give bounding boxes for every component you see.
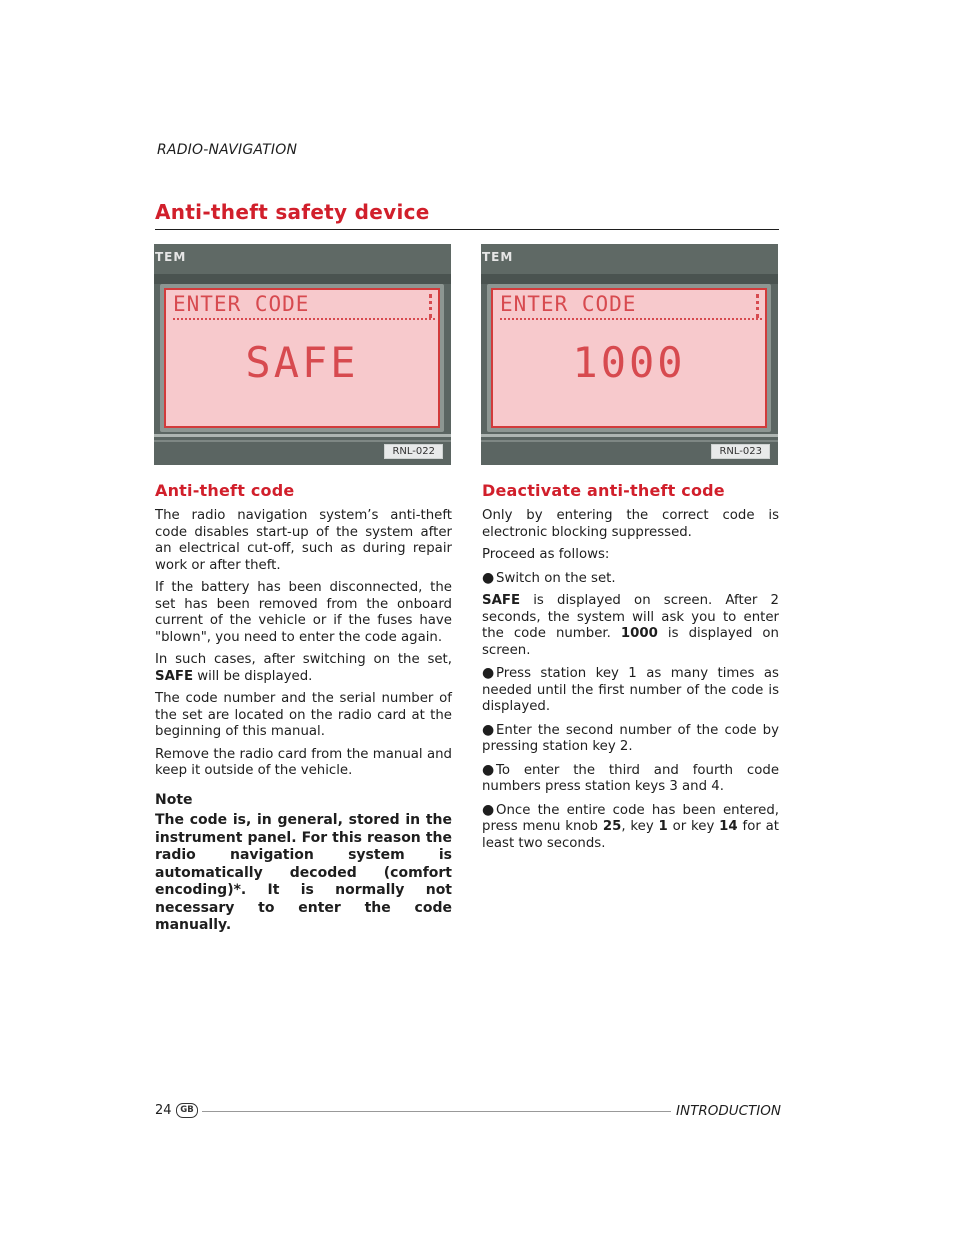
safe-term: SAFE xyxy=(155,668,194,684)
text-run: or key xyxy=(667,819,720,834)
bullet-icon: ● xyxy=(482,761,495,778)
bullet-text: Enter the second number of the code by pressing station key 2. xyxy=(482,722,779,754)
key-number: 14 xyxy=(719,819,738,834)
text-run: Once the entire code has been entered, press menu knob xyxy=(482,802,779,834)
figure-topbar-text: TEM xyxy=(155,250,187,264)
right-column xyxy=(482,481,779,858)
key-number: 1 xyxy=(658,819,668,834)
bullet-item xyxy=(482,802,779,853)
lcd-prompt: ENTER CODE xyxy=(173,292,310,316)
bullet-item xyxy=(482,762,779,796)
bullet-item xyxy=(482,722,779,756)
footer-section: INTRODUCTION xyxy=(676,1103,781,1119)
text-run: for at least two seconds. xyxy=(482,819,779,851)
lcd-underline xyxy=(173,318,435,320)
bullet-icon: ● xyxy=(482,665,495,681)
bullet-text: To enter the third and fourth code numbers press station keys 3 and 4. xyxy=(482,762,779,794)
text-run: In such cases, after switching on the set, xyxy=(155,652,452,667)
figure-label: RNL-022 xyxy=(384,444,443,459)
left-column xyxy=(155,481,452,941)
text-run: will be displayed. xyxy=(193,668,313,684)
figure-label: RNL-023 xyxy=(711,444,770,459)
bullet-item xyxy=(482,570,779,588)
figure-trim xyxy=(154,434,451,437)
lcd-main-text: 1000 xyxy=(572,338,686,387)
bullet-text: Press station key 1 as many times as needed until the first number of the code is displayed. xyxy=(482,666,779,714)
lcd-bracket xyxy=(426,294,432,318)
figure-trim xyxy=(154,440,451,442)
text-run: is displayed on screen. xyxy=(482,626,779,658)
key-number: 25 xyxy=(602,819,622,834)
page-title: Anti-theft safety device xyxy=(155,200,430,224)
bullet-icon: ● xyxy=(482,801,495,818)
lcd-main-text: SAFE xyxy=(245,338,359,387)
bullet-item xyxy=(482,665,779,716)
bullet-icon: ● xyxy=(482,569,495,586)
paragraph: Proceed as follows: xyxy=(482,547,610,562)
paragraph: The code number and the serial number of the set are located on the radio card at the beginning of this manual. xyxy=(155,691,452,739)
text-run: , key xyxy=(621,819,659,834)
figure-band xyxy=(154,274,451,284)
figure-topbar xyxy=(154,244,451,274)
paragraph: Remove the radio card from the manual and keep it outside of the vehicle. xyxy=(155,746,452,778)
figure-topbar-text: TEM xyxy=(482,250,514,264)
paragraph: If the battery has been disconnected, the set has been removed from the onboard current of the vehicle or if the fuses have "blown", you need to enter the code again. xyxy=(155,580,452,645)
gb-badge-icon: GB xyxy=(176,1103,198,1118)
note-heading: Note xyxy=(155,791,193,808)
figure-trim xyxy=(481,434,778,437)
lcd-underline xyxy=(500,318,762,320)
title-rule xyxy=(155,229,779,230)
display-bezel xyxy=(487,284,771,432)
section-heading: Anti-theft code xyxy=(155,481,295,500)
paragraph: Only by entering the correct code is electronic blocking suppressed. xyxy=(482,508,779,540)
paragraph: The radio navigation system’s anti-theft code disables start-up of the system after an electrical cut-off, such as during repair work or after theft. xyxy=(155,508,452,573)
lcd-screen xyxy=(164,288,440,428)
bullet-text: Switch on the set. xyxy=(496,570,616,586)
lcd-prompt: ENTER CODE xyxy=(500,292,637,316)
running-header: RADIO-NAVIGATION xyxy=(157,142,298,158)
paragraph xyxy=(155,652,452,685)
figure-safe-display xyxy=(154,244,451,465)
paragraph xyxy=(482,593,779,659)
figure-topbar xyxy=(481,244,778,274)
figure-band xyxy=(481,274,778,284)
safe-term: SAFE xyxy=(482,593,521,608)
lcd-bracket xyxy=(753,294,759,318)
lcd-screen xyxy=(491,288,767,428)
bullet-icon: ● xyxy=(482,721,495,738)
figure-trim xyxy=(481,440,778,442)
footer-rule xyxy=(202,1111,671,1112)
section-heading: Deactivate anti-theft code xyxy=(482,481,725,500)
figure-code-display xyxy=(481,244,778,465)
text-run: is displayed on screen. After 2 seconds, the system will ask you to enter the code number. xyxy=(482,593,779,641)
display-bezel xyxy=(160,284,444,432)
code-term: 1000 xyxy=(620,626,658,641)
page-number: 24 xyxy=(155,1103,172,1118)
note-text: The code is, in general, stored in the instrument panel. For this reason the radio navigation system is automatically decoded (comfort encoding)*. It is normally not necessary to enter the code manually. xyxy=(155,812,452,933)
